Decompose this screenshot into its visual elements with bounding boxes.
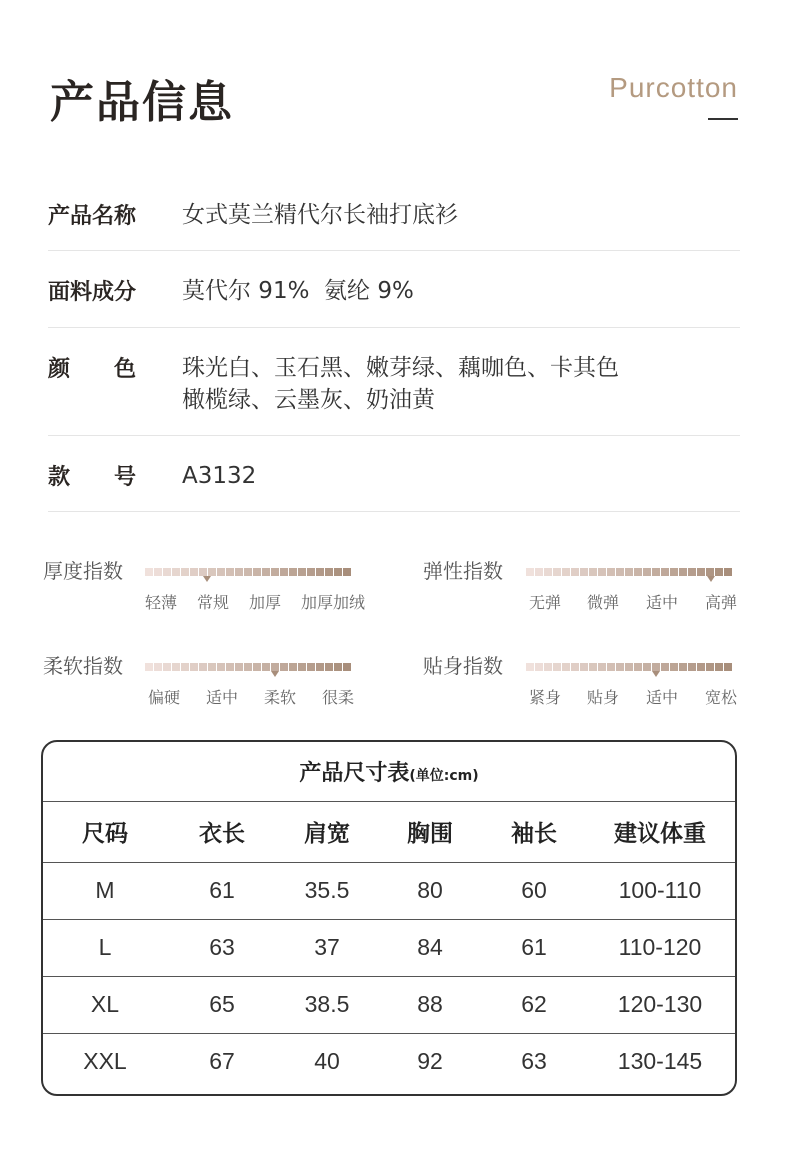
table-row: [43, 1033, 735, 1090]
index-bar-segment: [235, 568, 243, 576]
index-bar-segment: [199, 568, 207, 576]
index-bar-segment: [634, 663, 642, 671]
index-tick: 适中: [646, 593, 679, 612]
index-bar-segment: [616, 663, 624, 671]
index-bar-segment: [289, 568, 297, 576]
size-table-unit: (单位:cm): [409, 768, 479, 784]
table-cell: 38.5: [277, 976, 377, 1033]
column-header: 袖长: [483, 802, 585, 862]
index-tick: 微弹: [587, 593, 620, 612]
index-tick: 紧身: [529, 688, 562, 707]
index-bar-segment: [316, 568, 324, 576]
index-bar-segment: [706, 663, 714, 671]
table-cell: 60: [483, 862, 585, 919]
index-bar-segment: [715, 663, 723, 671]
info-value: [182, 352, 619, 435]
table-cell: 65: [167, 976, 277, 1033]
table-row: [43, 976, 735, 1033]
index-tick: 适中: [646, 688, 679, 707]
index-bar: [526, 663, 732, 671]
table-cell: 88: [377, 976, 483, 1033]
index-bar-segment: [571, 568, 579, 576]
index-bar-segment: [643, 568, 651, 576]
index-bar-segment: [526, 663, 534, 671]
index-tick: 宽松: [705, 688, 738, 707]
table-cell: 40: [314, 1048, 340, 1075]
table-cell: 120-130: [585, 976, 735, 1033]
index-bar-segment: [562, 663, 570, 671]
info-row-color: [48, 328, 740, 436]
index-bar-segment: [670, 568, 678, 576]
index-bar-segment: [679, 568, 687, 576]
info-value: [182, 460, 256, 511]
info-value-line: 橄榄绿、云墨灰、奶油黄: [182, 387, 435, 413]
table-cell: M: [43, 862, 167, 919]
index-bar-segment: [544, 568, 552, 576]
index-bar-segment: [580, 663, 588, 671]
index-bar-segment: [244, 568, 252, 576]
index-marker-icon: [707, 576, 715, 582]
size-table-title-text: 产品尺寸表: [299, 761, 410, 786]
brand-logo: Purcotton: [609, 72, 738, 103]
index-bar-segment: [526, 568, 534, 576]
column-header: 衣长: [167, 802, 277, 862]
index-tick: 偏硬: [148, 688, 181, 707]
index-bar-segment: [145, 663, 153, 671]
elasticity-index: [423, 555, 753, 612]
table-cell: XXL: [83, 1048, 127, 1075]
index-bar-segment: [163, 568, 171, 576]
info-row-name: [48, 175, 740, 251]
table-cell: 61: [483, 919, 585, 976]
index-bar-segment: [226, 568, 234, 576]
index-bar-segment: [580, 568, 588, 576]
index-bar-segment: [589, 663, 597, 671]
size-table-grid: [43, 802, 735, 1090]
index-bar-segment: [208, 568, 216, 576]
index-bar-segment: [190, 568, 198, 576]
index-bar-segment: [706, 568, 714, 576]
table-row: [43, 919, 735, 976]
column-header: 尺码: [43, 802, 167, 862]
info-value-line: A3132: [182, 463, 257, 489]
table-cell: L: [43, 919, 167, 976]
index-tick: 常规: [197, 593, 230, 612]
index-tick: 无弹: [529, 593, 562, 612]
index-bar-segment: [163, 663, 171, 671]
table-cell: 67: [209, 1048, 235, 1075]
index-bar-segment: [625, 568, 633, 576]
info-value: [182, 275, 414, 327]
index-tick: 加厚: [249, 593, 282, 612]
table-cell: XL: [43, 976, 167, 1033]
index-bar-segment: [607, 663, 615, 671]
index-bar-segment: [661, 568, 669, 576]
index-bar-segment: [589, 568, 597, 576]
index-bar-segment: [316, 663, 324, 671]
index-bar-segment: [544, 663, 552, 671]
table-cell: 110-120: [585, 919, 735, 976]
thickness-index: [43, 555, 373, 612]
info-value-line: 莫代尔 91% 氨纶 9%: [182, 278, 414, 304]
index-bar-segment: [217, 568, 225, 576]
index-bar-segment: [154, 663, 162, 671]
column-header: 胸围: [377, 802, 483, 862]
index-label: 厚度指数: [43, 559, 123, 583]
index-bar-segment: [307, 568, 315, 576]
index-bar-segment: [697, 568, 705, 576]
table-cell: 37: [277, 919, 377, 976]
index-tick: 轻薄: [145, 593, 178, 612]
index-tick: 柔软: [264, 688, 297, 707]
table-cell: 130-145: [617, 1048, 703, 1075]
index-bar-segment: [280, 568, 288, 576]
index-bar-segment: [145, 568, 153, 576]
index-bar-segment: [679, 663, 687, 671]
index-bar-segment: [172, 568, 180, 576]
index-bar-segment: [181, 568, 189, 576]
table-cell: 100-110: [585, 862, 735, 919]
index-label: 贴身指数: [423, 654, 503, 678]
index-bar-segment: [697, 663, 705, 671]
page-title: 产品信息: [50, 77, 234, 128]
index-bar-segment: [307, 663, 315, 671]
table-cell: 63: [167, 919, 277, 976]
info-label: 款 号: [48, 465, 137, 490]
index-bar-segment: [235, 663, 243, 671]
index-bar-segment: [172, 663, 180, 671]
index-bar-segment: [643, 663, 651, 671]
size-table-title: [43, 742, 735, 802]
index-bar-segment: [607, 568, 615, 576]
index-bar-segment: [253, 663, 261, 671]
index-bar-segment: [571, 663, 579, 671]
table-cell: 62: [483, 976, 585, 1033]
info-label: 面料成分: [48, 280, 137, 305]
index-bar-segment: [562, 568, 570, 576]
index-bar-segment: [190, 663, 198, 671]
index-bar-segment: [271, 568, 279, 576]
size-table-header-row: [43, 802, 735, 862]
index-label: 柔软指数: [43, 654, 123, 678]
brand-underline: [708, 118, 738, 120]
fit-index: [423, 650, 753, 707]
index-bar-segment: [154, 568, 162, 576]
index-bar-segment: [199, 663, 207, 671]
table-cell: 63: [521, 1048, 547, 1075]
index-bar-segment: [325, 663, 333, 671]
index-bar-segment: [325, 568, 333, 576]
index-bar-segment: [208, 663, 216, 671]
index-label: 弹性指数: [423, 559, 503, 583]
index-bar-segment: [226, 663, 234, 671]
softness-index: [43, 650, 373, 707]
column-header: 肩宽: [277, 802, 377, 862]
index-bar: [526, 568, 732, 576]
index-bar-segment: [244, 663, 252, 671]
index-bar-segment: [661, 663, 669, 671]
index-bar-segment: [280, 663, 288, 671]
index-bar-segment: [688, 568, 696, 576]
index-tick: 很柔: [322, 688, 355, 707]
index-bar-segment: [298, 568, 306, 576]
table-cell: 61: [167, 862, 277, 919]
table-row: [43, 862, 735, 919]
index-tick: 适中: [206, 688, 239, 707]
index-bar-segment: [724, 568, 732, 576]
table-cell: 92: [417, 1048, 443, 1075]
column-header: 建议体重: [585, 802, 735, 862]
index-bar-segment: [343, 568, 351, 576]
index-bar: [145, 568, 351, 576]
index-bar-segment: [553, 568, 561, 576]
index-bar-segment: [616, 568, 624, 576]
index-bar-segment: [535, 568, 543, 576]
index-marker-icon: [203, 576, 211, 582]
size-table: [41, 740, 737, 1096]
table-cell: 80: [377, 862, 483, 919]
index-bar-segment: [289, 663, 297, 671]
index-bar-segment: [598, 568, 606, 576]
index-tick: 贴身: [587, 688, 620, 707]
index-bar-segment: [271, 663, 279, 671]
index-marker-icon: [271, 671, 279, 677]
info-label: 颜 色: [48, 357, 137, 382]
info-value: [182, 199, 458, 250]
index-bar-segment: [253, 568, 261, 576]
info-label: 产品名称: [48, 204, 137, 229]
index-bar-segment: [553, 663, 561, 671]
table-cell: 84: [377, 919, 483, 976]
index-bar-segment: [652, 568, 660, 576]
index-bar-segment: [181, 663, 189, 671]
index-marker-icon: [652, 671, 660, 677]
index-bar: [145, 663, 351, 671]
info-value-line: 女式莫兰精代尔长袖打底衫: [182, 202, 458, 228]
product-info-list: [48, 175, 740, 512]
index-bar-segment: [334, 663, 342, 671]
index-bar-segment: [670, 663, 678, 671]
index-bar-segment: [634, 568, 642, 576]
index-bar-segment: [334, 568, 342, 576]
index-bar-segment: [652, 663, 660, 671]
info-row-style-number: [48, 436, 740, 512]
table-cell: 35.5: [277, 862, 377, 919]
index-bar-segment: [262, 663, 270, 671]
index-bar-segment: [262, 568, 270, 576]
index-tick: 高弹: [705, 593, 738, 612]
index-bar-segment: [217, 663, 225, 671]
index-bar-segment: [535, 663, 543, 671]
index-bar-segment: [688, 663, 696, 671]
index-tick: 加厚加绒: [301, 593, 366, 612]
index-bar-segment: [715, 568, 723, 576]
index-bar-segment: [343, 663, 351, 671]
index-bar-segment: [724, 663, 732, 671]
index-bar-segment: [598, 663, 606, 671]
index-bar-segment: [298, 663, 306, 671]
info-row-fabric: [48, 251, 740, 328]
info-value-line: 珠光白、玉石黑、嫩芽绿、藕咖色、卡其色: [182, 355, 619, 381]
index-bar-segment: [625, 663, 633, 671]
